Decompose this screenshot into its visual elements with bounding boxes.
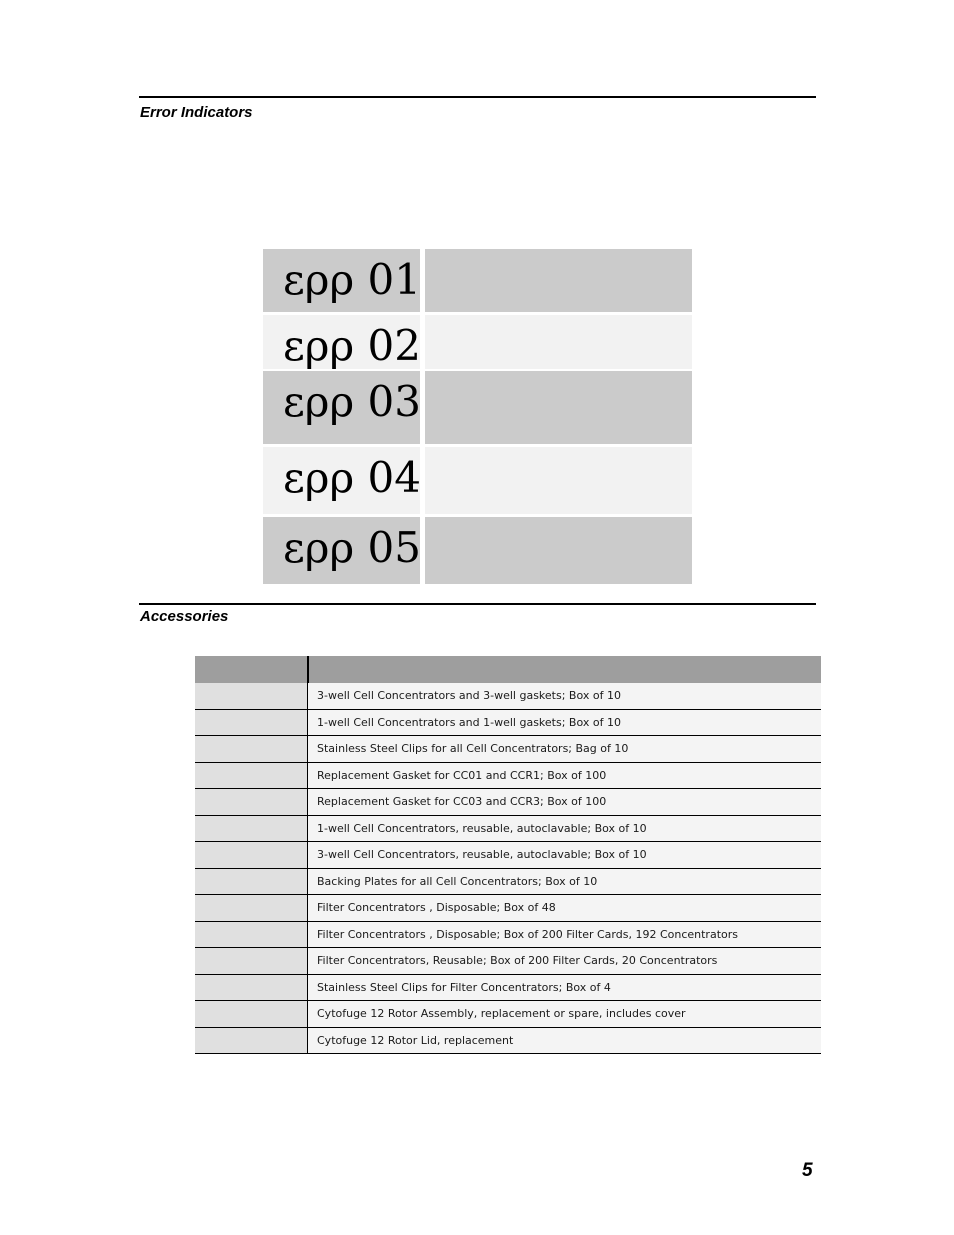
table-row bbox=[195, 763, 821, 790]
catalog-number-cell bbox=[195, 789, 308, 815]
catalog-number-cell bbox=[195, 869, 308, 895]
catalog-number-cell bbox=[195, 763, 308, 789]
table-row bbox=[195, 736, 821, 763]
catalog-number-cell bbox=[195, 948, 308, 974]
description-cell: Stainless Steel Clips for Filter Concentrators; Box of 4 bbox=[308, 975, 821, 1001]
error-description bbox=[425, 249, 692, 312]
error-code: ερρ 04 bbox=[263, 447, 420, 514]
catalog-number-cell bbox=[195, 895, 308, 921]
description-cell: Replacement Gasket for CC01 and CCR1; Box of 100 bbox=[308, 763, 821, 789]
table-row bbox=[195, 816, 821, 843]
accessories-heading: Accessories bbox=[140, 608, 229, 625]
description-cell: Backing Plates for all Cell Concentrators; Box of 10 bbox=[308, 869, 821, 895]
description-cell: 3-well Cell Concentrators, reusable, autoclavable; Box of 10 bbox=[308, 842, 821, 868]
section-rule-errors bbox=[139, 96, 816, 98]
error-indicators-heading: Error Indicators bbox=[140, 104, 253, 121]
table-row bbox=[195, 842, 821, 869]
table-row bbox=[195, 922, 821, 949]
accessories-table-header bbox=[195, 656, 821, 683]
error-code: ερρ 02 bbox=[263, 315, 420, 369]
catalog-number-cell bbox=[195, 842, 308, 868]
error-description bbox=[425, 371, 692, 444]
table-row bbox=[195, 869, 821, 896]
description-cell: 1-well Cell Concentrators, reusable, autoclavable; Box of 10 bbox=[308, 816, 821, 842]
table-row bbox=[195, 948, 821, 975]
error-code: ερρ 01 bbox=[263, 249, 420, 312]
error-description bbox=[425, 315, 692, 369]
catalog-number-cell bbox=[195, 816, 308, 842]
table-row bbox=[195, 975, 821, 1002]
error-code: ερρ 05 bbox=[263, 517, 420, 584]
description-cell: 3-well Cell Concentrators and 3-well gaskets; Box of 10 bbox=[308, 683, 821, 709]
table-row bbox=[195, 1001, 821, 1028]
error-row-3 bbox=[263, 371, 692, 444]
error-row-4 bbox=[263, 447, 692, 514]
table-row bbox=[195, 789, 821, 816]
description-cell: Cytofuge 12 Rotor Lid, replacement bbox=[308, 1028, 821, 1054]
page-number: 5 bbox=[802, 1160, 813, 1181]
error-description bbox=[425, 517, 692, 584]
header-divider bbox=[307, 656, 309, 683]
section-rule-accessories bbox=[139, 603, 816, 605]
error-row-2 bbox=[263, 315, 692, 369]
description-cell: Filter Concentrators , Disposable; Box of 200 Filter Cards, 192 Concentrators bbox=[308, 922, 821, 948]
table-row bbox=[195, 683, 821, 710]
description-cell: Replacement Gasket for CC03 and CCR3; Box of 100 bbox=[308, 789, 821, 815]
error-description bbox=[425, 447, 692, 514]
error-row-5 bbox=[263, 517, 692, 584]
catalog-number-cell bbox=[195, 975, 308, 1001]
catalog-number-cell bbox=[195, 683, 308, 709]
catalog-number-cell bbox=[195, 1001, 308, 1027]
description-cell: Cytofuge 12 Rotor Assembly, replacement or spare, includes cover bbox=[308, 1001, 821, 1027]
description-cell: Stainless Steel Clips for all Cell Concentrators; Bag of 10 bbox=[308, 736, 821, 762]
error-row-1 bbox=[263, 249, 692, 312]
table-row bbox=[195, 895, 821, 922]
catalog-number-cell bbox=[195, 922, 308, 948]
description-cell: Filter Concentrators, Reusable; Box of 200 Filter Cards, 20 Concentrators bbox=[308, 948, 821, 974]
catalog-number-cell bbox=[195, 1028, 308, 1054]
catalog-number-cell bbox=[195, 736, 308, 762]
description-cell: Filter Concentrators , Disposable; Box of 48 bbox=[308, 895, 821, 921]
error-code: ερρ 03 bbox=[263, 371, 420, 444]
accessories-table-body bbox=[195, 683, 821, 1054]
catalog-number-cell bbox=[195, 710, 308, 736]
table-row bbox=[195, 1028, 821, 1055]
table-row bbox=[195, 710, 821, 737]
description-cell: 1-well Cell Concentrators and 1-well gaskets; Box of 10 bbox=[308, 710, 821, 736]
